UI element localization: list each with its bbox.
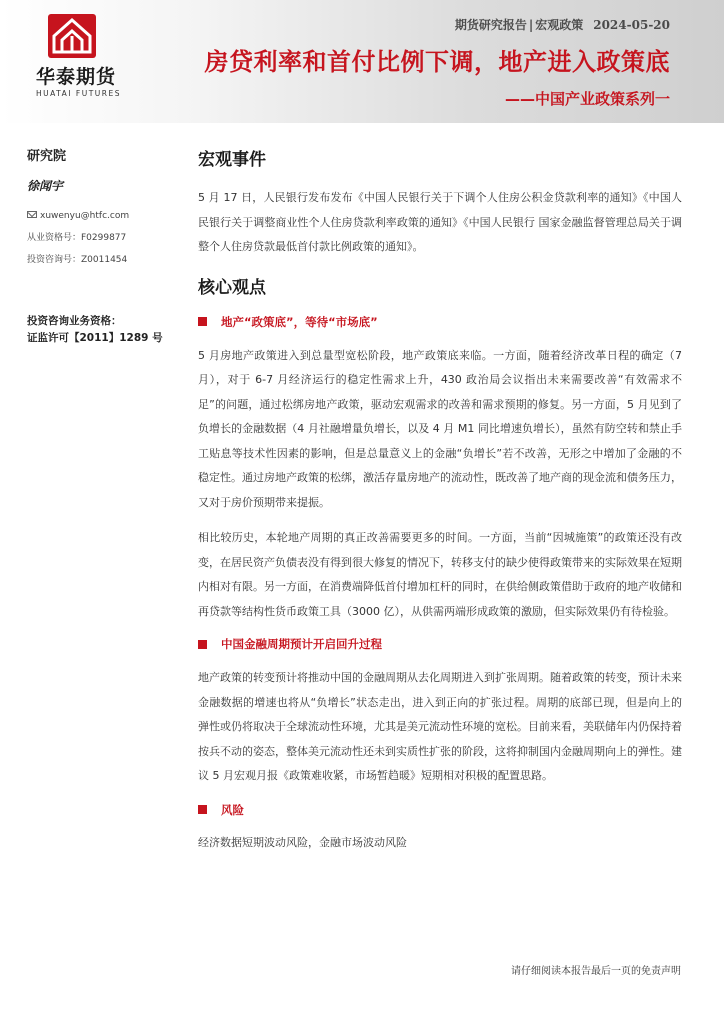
subheading-text: 中国金融周期预计开启回升过程 [221,637,382,651]
license-title: 投资咨询业务资格： [27,315,122,327]
subheading-financial-cycle [198,634,682,654]
brand-name-cn: 华泰期货 [36,66,117,88]
macro-event-text: 5 月 17 日，人民银行发布发布《中国人民银行关于下调个人住房公积金贷款利率的通知》《中国人民银行关于调整商业性个人住房贷款利率政策的通知》《中国人民银行 国家金融监督管理总局关于调整个人住房贷款最低首付款比例政策的通知》。 [198,191,682,253]
email-row [27,205,177,227]
square-bullet-icon [198,805,207,814]
subheading-policy-bottom [198,312,682,332]
report-title: 房贷利率和首付比例下调，地产进入政策底 [204,48,670,76]
qualification-number: 从业资格号：F0299877 [27,233,127,243]
subheading-text: 地产“政策底”，等待“市场底” [221,314,378,329]
section-core-view-heading: 核心观点 [198,277,266,298]
report-subtitle: ——中国产业政策系列一 [504,90,670,108]
analyst-name: 徐闻宇 [27,179,64,193]
risk-text: 经济数据短期波动风险，金融市场波动风险 [198,835,407,849]
license-number: 证监许可【2011】1289 号 [27,332,163,344]
report-date: 2024-05-20 [593,18,670,32]
square-bullet-icon [198,640,207,649]
brand-name-en: HUATAI FUTURES [36,89,121,98]
square-bullet-icon [198,317,207,326]
disclaimer-note: 请仔细阅读本报告最后一页的免责声明 [511,966,681,977]
report-body [198,145,682,855]
report-type: 期货研究报告 [454,18,527,32]
author-sidebar [27,145,177,271]
subheading-text: 风险 [221,802,244,817]
financial-cycle-paragraph: 地产政策的转变预计将推动中国的金融周期从去化周期进入到扩张周期。随着政策的转变，预计未来金融数据的增速也将从“负增长”状态走出，进入到正向的扩张过程。周期的底部已现，但是向上的弹性或仍将取决于全球流动性环境，尤其是美元流动性环境的宽松。目前来看，美联储年内仍保持着按兵不动的姿态，整体美元流动性还未到实质性扩张的阶段，这将抑制国内金融周期向上的弹性。建议 5 月宏观月报《政策难收紧，市场暂趋暖》短期相对积极的配置思路。 [198,671,682,782]
consulting-number: 投资咨询号：Z0011454 [27,255,128,265]
meta-separator: | [528,18,534,32]
report-header [0,0,724,123]
analyst-contact [27,205,177,271]
huatai-logo-icon [48,14,96,58]
report-meta [455,16,670,33]
analyst-email[interactable]: xuwenyu@htfc.com [40,211,130,221]
mail-icon [27,211,37,218]
subheading-risk [198,800,682,820]
section-macro-event-heading: 宏观事件 [198,150,266,170]
policy-bottom-paragraph-2: 相比较历史，本轮地产周期的真正改善需要更多的时间。一方面，当前“因城施策”的政策还没有改变，在居民资产负债表没有得到很大修复的情况下，转移支付的缺少使得政策带来的实际效果在短期内相对有限。另一方面，在消费端降低首付增加杠杆的同时，在供给侧政策借助于政府的地产收储和再贷款等结构性货币政策工具（3000 亿），从供需两端形成政策的激励，但实际效果仍有待检验。 [198,531,682,618]
policy-bottom-paragraph-1: 5 月房地产政策进入到总量型宽松阶段，地产政策底来临。一方面，随着经济改革日程的确定（7 月），对于 6-7 月经济运行的稳定性需求上升，430 政治局会议指出未来需要改善“有效需求不足”的问题，通过松绑房地产政策，驱动宏观需求的改善和需求预期的修复。另一方面，5 月见到了负增长的金融数据（4 月社融增量负增长，以及 4 月 M1 同比增速负增长），虽然有防空转和禁止手工贴息等技术性因素的影响，但是总量意义上的金融“负增长”若不改善，无形之中增加了金融的不稳定性。通过房地产政策的松绑，激活存量房地产的流动性，既改善了地产商的现金流和债务压力，又对于房价预期带来提振。 [198,348,682,509]
report-category: 宏观政策 [535,18,584,32]
license-info [27,313,163,347]
department: 研究院 [27,149,67,164]
